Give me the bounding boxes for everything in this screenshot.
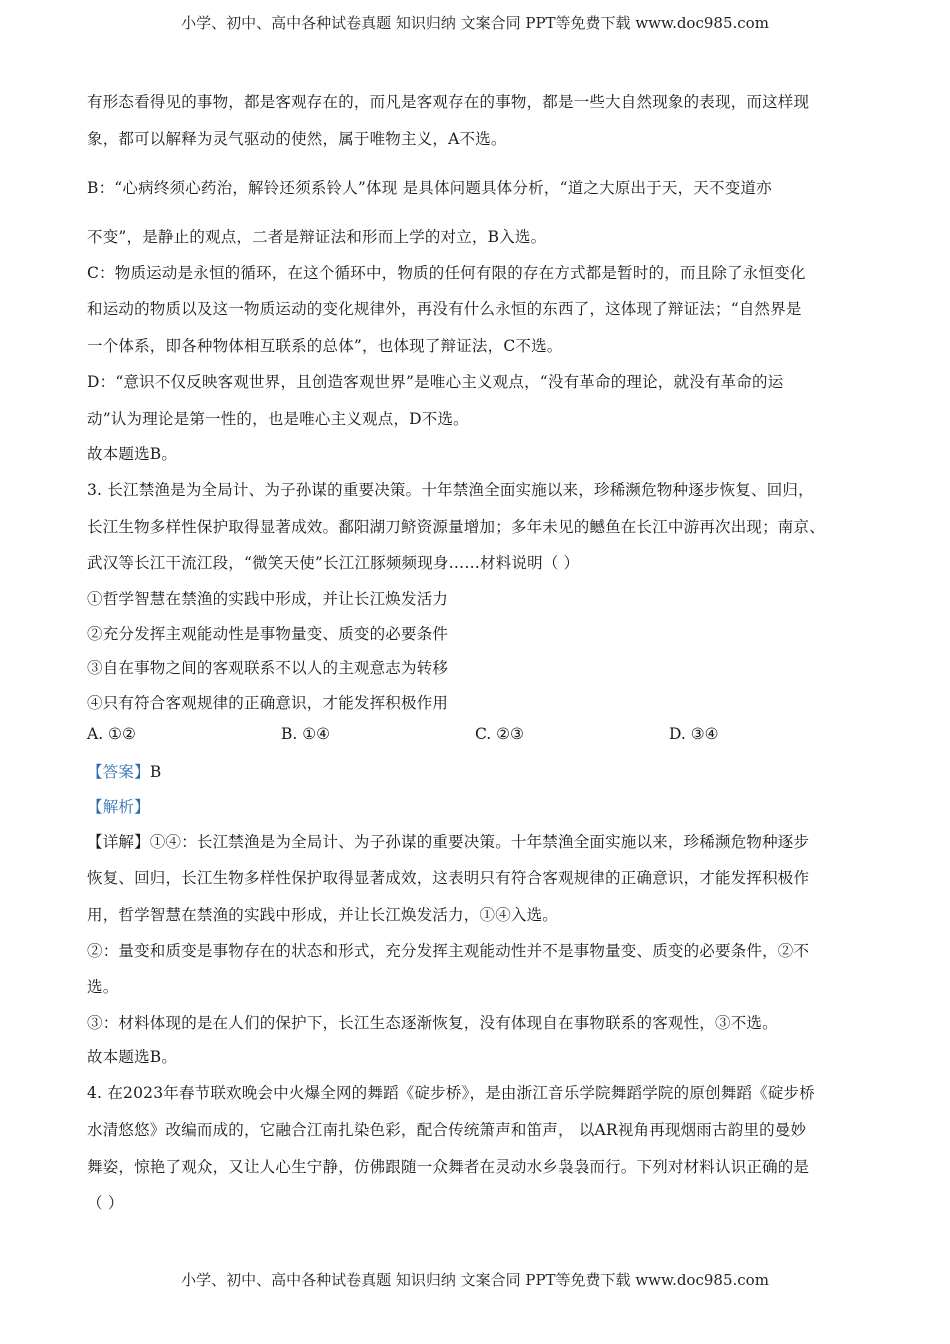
statement-4: ④只有符合客观规律的正确意识，才能发挥积极作用: [87, 694, 449, 712]
option-c: C. ②③: [475, 725, 524, 743]
option-b: B. ①④: [281, 725, 331, 743]
statement-1: ①哲学智慧在禁渔的实践中形成，并让长江焕发活力: [87, 590, 449, 608]
text-line: 武汉等长江干流江段，“微笑天使”长江江豚频频现身……材料说明（ ）: [87, 554, 580, 572]
text-line: （ ）: [87, 1194, 124, 1212]
text-line: C：物质运动是永恒的循环，在这个循环中，物质的任何有限的存在方式都是暂时的，而且除了永恒变化: [87, 264, 806, 282]
page-footer: 小学、初中、高中各种试卷真题 知识归纳 文案合同 PPT等免费下载 www.doc985.com: [181, 1271, 769, 1289]
text-line: D：“意识不仅反映客观世界，且创造客观世界”是唯心主义观点，“没有革命的理论，就没有革命的运: [87, 373, 784, 391]
detail-line: 恢复、回归，长江生物多样性保护取得显著成效，这表明只有符合客观规律的正确意识，才能发挥积极作: [87, 869, 810, 887]
text-line: 有形态看得见的事物，都是客观存在的，而凡是客观存在的事物，都是一些大自然现象的表现，而这样现: [87, 93, 810, 111]
option-a: A. ①②: [87, 725, 136, 743]
page-header: 小学、初中、高中各种试卷真题 知识归纳 文案合同 PPT等免费下载 www.doc985.com: [181, 14, 769, 32]
detail-line: 【详解】①④：长江禁渔是为全局计、为子孙谋的重要决策。十年禁渔全面实施以来，珍稀濒危物种逐步: [87, 833, 810, 851]
text-line: 一个体系，即各种物体相互联系的总体”，也体现了辩证法，C不选。: [87, 337, 563, 355]
text-line: 故本题选B。: [87, 445, 178, 463]
text-line: 水清悠悠》改编而成的，它融合江南扎染色彩，配合传统箫声和笛声， 以AR视角再现烟雨古韵里的曼妙: [87, 1121, 807, 1139]
detail-line: ③：材料体现的是在人们的保护下，长江生态逐渐恢复，没有体现自在事物联系的客观性，③不选。: [87, 1014, 778, 1032]
text-line: 和运动的物质以及这一物质运动的变化规律外，再没有什么永恒的东西了，这体现了辩证法；“自然界是: [87, 300, 802, 318]
answer-tag: 【答案】: [87, 763, 150, 781]
text-line: B：“心病终须心药治，解铃还须系铃人”体现 是具体问题具体分析，“道之大原出于天，天不变道亦: [87, 179, 772, 197]
statement-2: ②充分发挥主观能动性是事物量变、质变的必要条件: [87, 625, 449, 643]
answer-value: B: [149, 763, 162, 781]
detail-line: ②：量变和质变是事物存在的状态和形式，充分发挥主观能动性并不是事物量变、质变的必要条件，②不: [87, 942, 810, 960]
detail-line: 用，哲学智慧在禁渔的实践中形成，并让长江焕发活力，①④入选。: [87, 906, 559, 924]
detail-line: 故本题选B。: [87, 1048, 178, 1066]
analysis-tag: 【解析】: [87, 798, 150, 816]
text-line: 象，都可以解释为灵气驱动的使然，属于唯物主义，A不选。: [87, 130, 507, 148]
detail-line: 选。: [87, 978, 119, 996]
text-line: 舞姿，惊艳了观众，又让人心生宁静，仿佛跟随一众舞者在灵动水乡袅袅而行。下列对材料认识正确的是: [87, 1158, 810, 1176]
statement-3: ③自在事物之间的客观联系不以人的主观意志为转移: [87, 659, 449, 677]
question-3-stem: 3. 长江禁渔是为全局计、为子孙谋的重要决策。十年禁渔全面实施以来，珍稀濒危物种逐步恢复、回归，: [87, 481, 814, 499]
text-line: 动”认为理论是第一性的，也是唯心主义观点，D不选。: [87, 410, 469, 428]
answer-line: [87, 760, 161, 782]
question-4-stem: 4. 在2023年春节联欢晚会中火爆全网的舞蹈《碇步桥》，是由浙江音乐学院舞蹈学院的原创舞蹈《碇步桥: [87, 1084, 815, 1102]
option-d: D. ③④: [669, 725, 719, 743]
text-line: 不变”，是静止的观点，二者是辩证法和形而上学的对立，B入选。: [87, 228, 547, 246]
text-line: 长江生物多样性保护取得显著成效。鄱阳湖刀鲚资源量增加；多年未见的鳡鱼在长江中游再次出现；南京、: [87, 518, 825, 536]
